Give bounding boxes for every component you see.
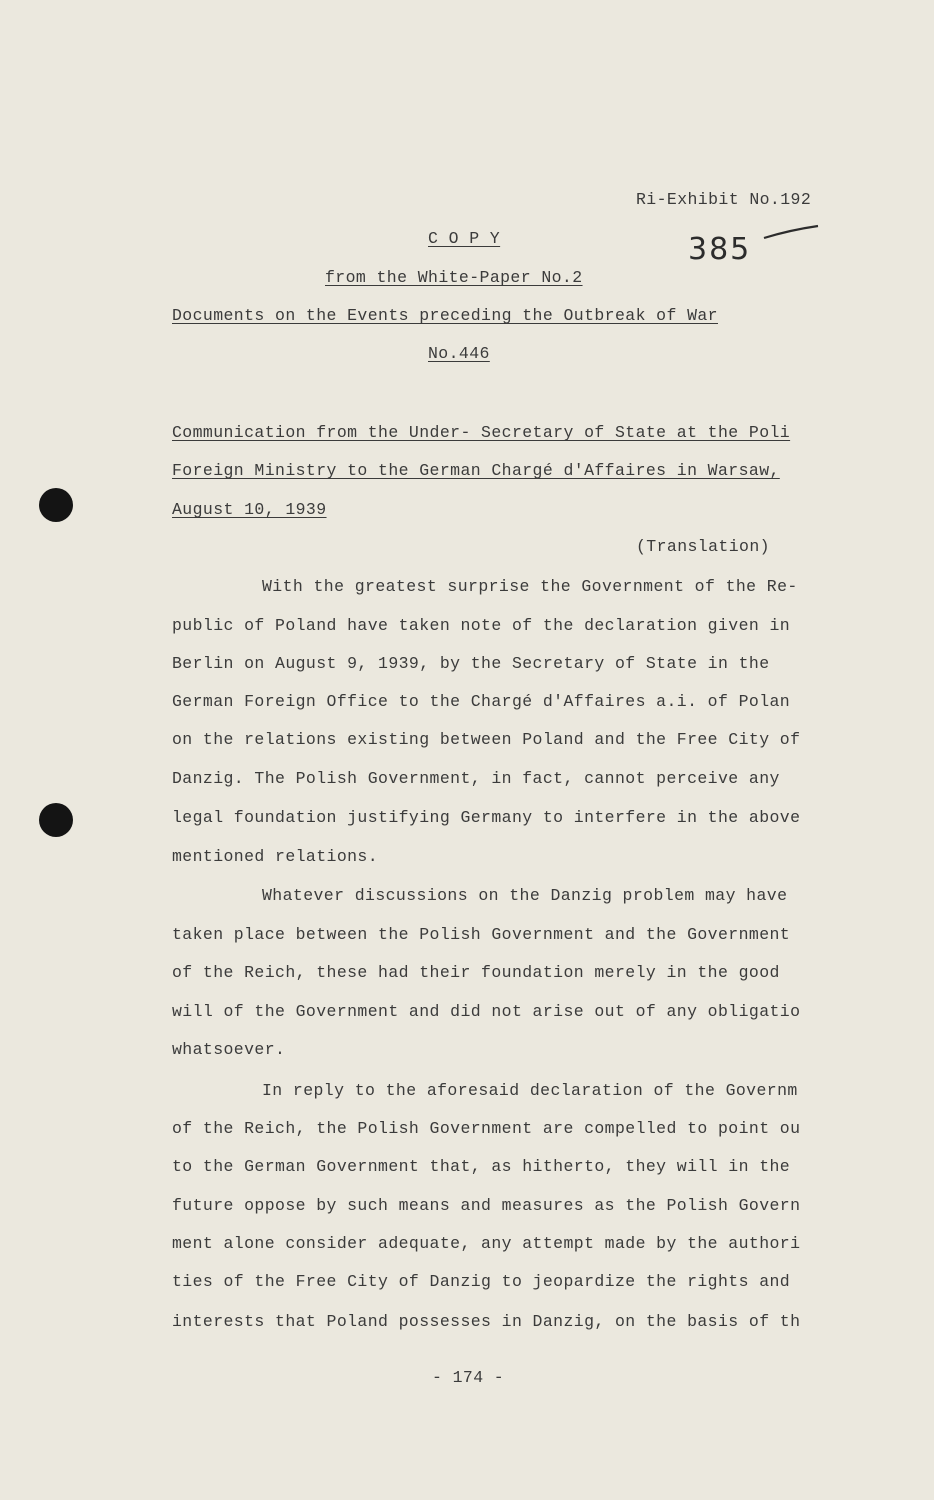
body-line: Danzig. The Polish Government, in fact, cannot perceive any [172, 769, 780, 788]
body-line: Whatever discussions on the Danzig problem may have [262, 886, 788, 905]
body-line: future oppose by such means and measures as the Polish Govern [172, 1196, 801, 1215]
translation-note: (Translation) [636, 537, 770, 556]
title-line-1: Communication from the Under- Secretary of State at the Poli [172, 423, 791, 442]
body-line: on the relations existing between Poland and the Free City of [172, 730, 801, 749]
title-line-2: Foreign Ministry to the German Chargé d'Affaires in Warsaw, [172, 461, 780, 480]
body-line: legal foundation justifying Germany to interfere in the above [172, 808, 801, 827]
title-line-3: August 10, 1939 [172, 500, 327, 519]
body-line: of the Reich, these had their foundation merely in the good [172, 963, 780, 982]
body-line: whatsoever. [172, 1040, 286, 1059]
collection-heading: Documents on the Events preceding the Outbreak of War [172, 306, 718, 325]
page-number: - 174 - [432, 1368, 505, 1387]
body-line: of the Reich, the Polish Government are compelled to point ou [172, 1119, 801, 1138]
body-line: ment alone consider adequate, any attempt made by the authori [172, 1234, 801, 1253]
body-line: taken place between the Polish Government and the Government [172, 925, 791, 944]
body-line: ties of the Free City of Danzig to jeopardize the rights and [172, 1272, 791, 1291]
body-line: In reply to the aforesaid declaration of the Governm [262, 1081, 798, 1100]
body-line: interests that Poland possesses in Danzig, on the basis of th [172, 1312, 801, 1331]
body-line: German Foreign Office to the Chargé d'Affaires a.i. of Polan [172, 692, 791, 711]
body-line: to the German Government that, as hitherto, they will in the [172, 1157, 791, 1176]
source-heading: from the White-Paper No.2 [325, 268, 583, 287]
body-line: public of Poland have taken note of the declaration given in [172, 616, 791, 635]
body-line: will of the Government and did not arise out of any obligatio [172, 1002, 801, 1021]
body-line: Berlin on August 9, 1939, by the Secretary of State in the [172, 654, 770, 673]
punch-hole-bottom [39, 803, 73, 837]
exhibit-label: Ri-Exhibit No.192 [636, 190, 812, 209]
handwritten-page-number: 385 [688, 232, 752, 267]
body-line: With the greatest surprise the Government of the Re- [262, 577, 798, 596]
document-number: No.446 [428, 344, 490, 363]
copy-heading: C O P Y [428, 229, 501, 248]
body-line: mentioned relations. [172, 847, 379, 866]
handwritten-stroke [760, 222, 822, 242]
punch-hole-top [39, 488, 73, 522]
